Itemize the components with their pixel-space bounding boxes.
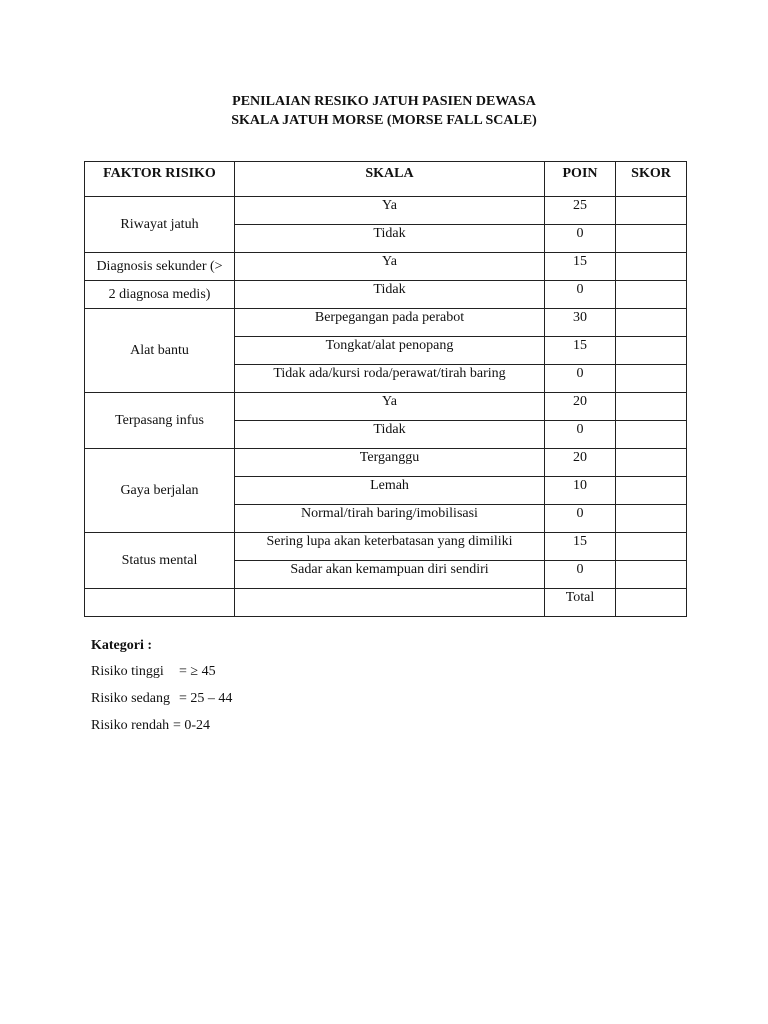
kategori-value: = 25 – 44 (179, 691, 233, 706)
skor-cell[interactable] (616, 281, 687, 309)
skala-cell: Lemah (235, 477, 545, 505)
skor-cell[interactable] (616, 365, 687, 393)
empty-cell (235, 589, 545, 617)
skala-cell: Tidak (235, 225, 545, 253)
skala-cell: Tidak (235, 421, 545, 449)
poin-cell: 0 (545, 505, 616, 533)
table-row (85, 309, 687, 337)
table-header-row (85, 162, 687, 197)
poin-cell: 20 (545, 449, 616, 477)
skor-cell[interactable] (616, 225, 687, 253)
skor-cell[interactable] (616, 477, 687, 505)
table-row (85, 449, 687, 477)
factor-terpasang-infus: Terpasang infus (85, 393, 235, 449)
header-faktor-risiko: FAKTOR RISIKO (85, 162, 235, 197)
kategori-item-rendah (91, 718, 210, 734)
form-title-line-1: PENILAIAN RESIKO JATUH PASIEN DEWASA (232, 94, 536, 109)
table-row (85, 533, 687, 561)
kategori-label: Risiko tinggi (91, 664, 164, 679)
kategori-value: = ≥ 45 (179, 664, 216, 679)
table-row (85, 197, 687, 225)
poin-cell: 25 (545, 197, 616, 225)
total-row (85, 589, 687, 617)
poin-cell: 15 (545, 337, 616, 365)
factor-diagnosis-sekunder-line-1: Diagnosis sekunder (> (85, 253, 235, 281)
kategori-value: = 0-24 (173, 718, 211, 733)
total-label: Total (545, 589, 616, 617)
skala-cell: Sering lupa akan keterbatasan yang dimiliki (235, 533, 545, 561)
skala-cell: Ya (235, 393, 545, 421)
kategori-item-tinggi (91, 664, 216, 680)
poin-cell: 20 (545, 393, 616, 421)
skor-cell[interactable] (616, 337, 687, 365)
poin-cell: 0 (545, 561, 616, 589)
skala-cell: Terganggu (235, 449, 545, 477)
skor-cell[interactable] (616, 561, 687, 589)
morse-fall-scale-table (84, 161, 687, 617)
table-row (85, 253, 687, 281)
table-row (85, 281, 687, 309)
total-skor-cell[interactable] (616, 589, 687, 617)
kategori-label: Risiko sedang (91, 691, 170, 706)
header-poin: POIN (545, 162, 616, 197)
skala-cell: Ya (235, 197, 545, 225)
factor-alat-bantu: Alat bantu (85, 309, 235, 393)
skala-cell: Tidak ada/kursi roda/perawat/tirah baring (235, 365, 545, 393)
skor-cell[interactable] (616, 253, 687, 281)
skor-cell[interactable] (616, 309, 687, 337)
skala-cell: Tidak (235, 281, 545, 309)
skor-cell[interactable] (616, 505, 687, 533)
poin-cell: 10 (545, 477, 616, 505)
kategori-heading: Kategori : (91, 638, 153, 653)
header-skala: SKALA (235, 162, 545, 197)
skala-cell: Normal/tirah baring/imobilisasi (235, 505, 545, 533)
poin-cell: 15 (545, 253, 616, 281)
skala-cell: Tongkat/alat penopang (235, 337, 545, 365)
kategori-item-sedang (91, 691, 232, 707)
poin-cell: 0 (545, 421, 616, 449)
factor-gaya-berjalan: Gaya berjalan (85, 449, 235, 533)
table-row (85, 393, 687, 421)
skor-cell[interactable] (616, 197, 687, 225)
factor-status-mental: Status mental (85, 533, 235, 589)
form-title-line-2: SKALA JATUH MORSE (MORSE FALL SCALE) (231, 113, 537, 128)
poin-cell: 0 (545, 365, 616, 393)
skor-cell[interactable] (616, 533, 687, 561)
skor-cell[interactable] (616, 393, 687, 421)
skala-cell: Berpegangan pada perabot (235, 309, 545, 337)
skor-cell[interactable] (616, 421, 687, 449)
poin-cell: 0 (545, 225, 616, 253)
poin-cell: 15 (545, 533, 616, 561)
skala-cell: Sadar akan kemampuan diri sendiri (235, 561, 545, 589)
empty-cell (85, 589, 235, 617)
kategori-label: Risiko rendah (91, 718, 170, 733)
poin-cell: 0 (545, 281, 616, 309)
poin-cell: 30 (545, 309, 616, 337)
skala-cell: Ya (235, 253, 545, 281)
header-skor: SKOR (616, 162, 687, 197)
factor-diagnosis-sekunder-line-2: 2 diagnosa medis) (85, 281, 235, 309)
factor-riwayat-jatuh: Riwayat jatuh (85, 197, 235, 253)
skor-cell[interactable] (616, 449, 687, 477)
